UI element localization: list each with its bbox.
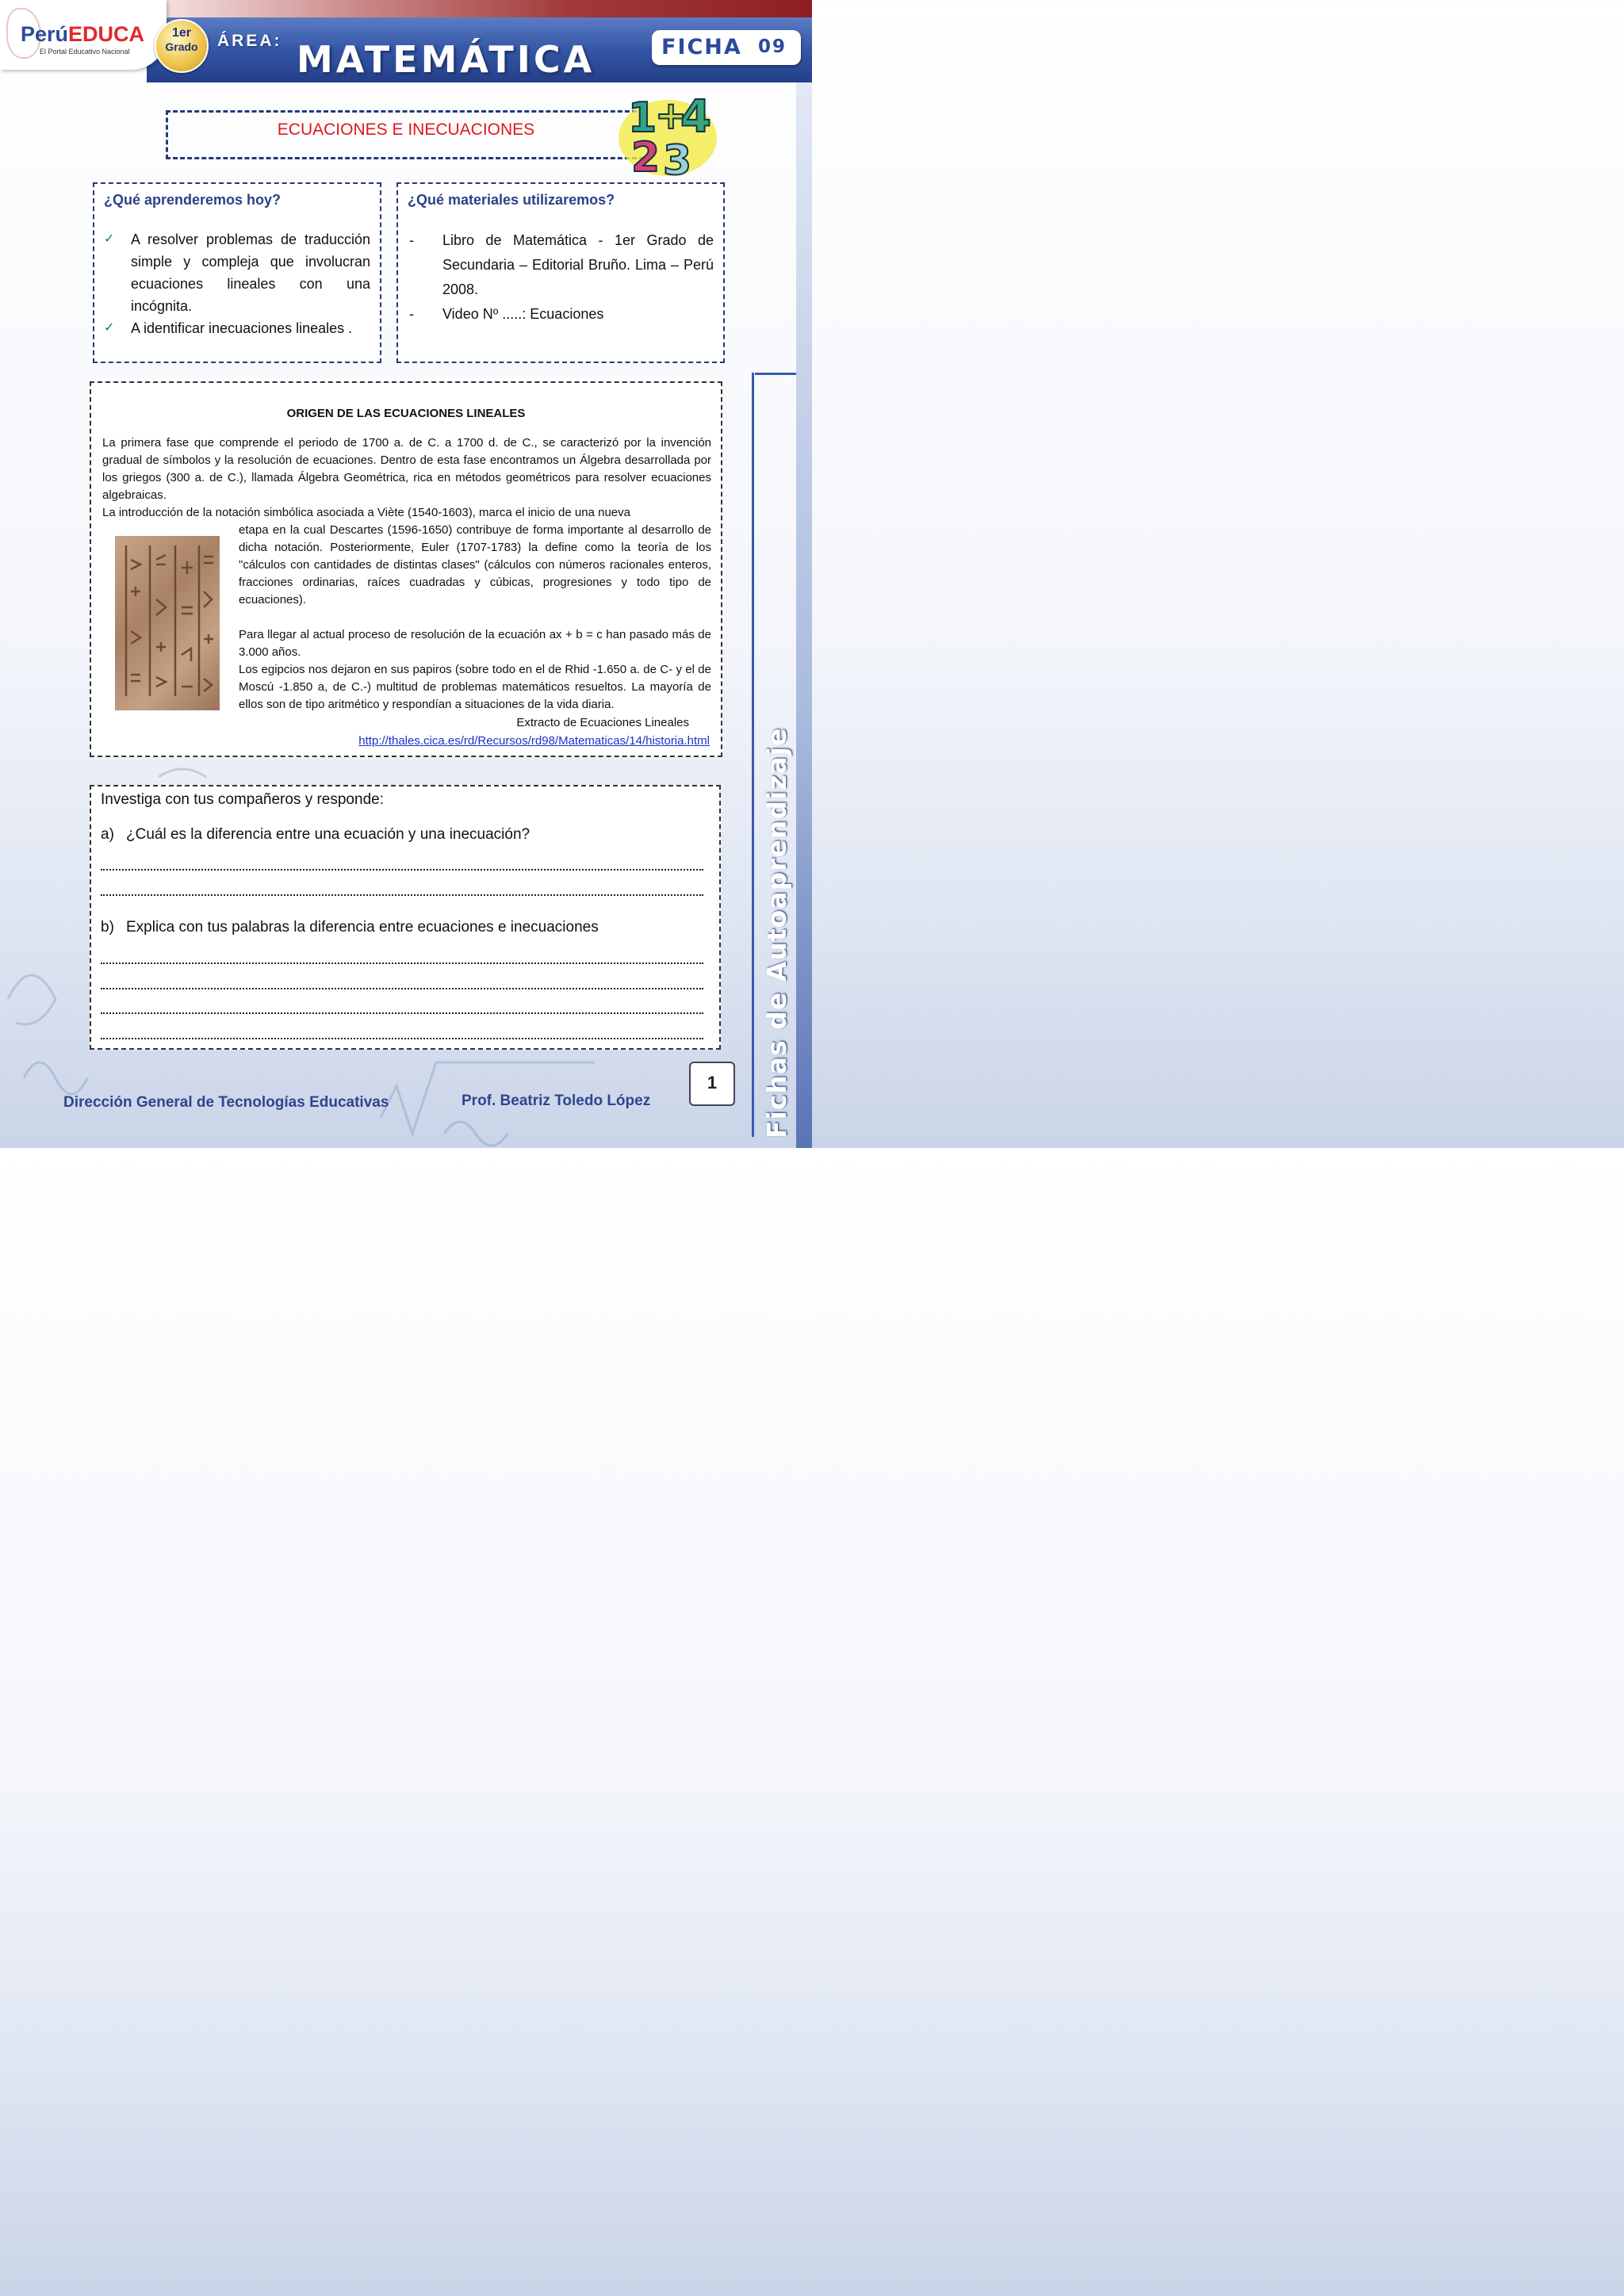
materials-list bbox=[408, 228, 714, 327]
ficha-label: FICHA bbox=[661, 35, 742, 59]
svg-text:4: 4 bbox=[680, 91, 711, 143]
list-item: - Libro de Matemática - 1er Grado de Secundaria – Editorial Bruño. Lima – Perú 2008. bbox=[408, 228, 714, 302]
questions-intro: Investiga con tus compañeros y responde: bbox=[101, 791, 384, 808]
learn-list bbox=[104, 228, 370, 339]
bullet-dash-icon: - bbox=[409, 232, 414, 248]
origin-title: ORIGEN DE LAS ECUACIONES LINEALES bbox=[286, 407, 526, 420]
side-title: Fichas de Autoaprendizaje bbox=[761, 727, 792, 1138]
learn-box bbox=[93, 182, 381, 363]
answer-line-a1[interactable] bbox=[101, 867, 703, 871]
grade-number: 1er bbox=[171, 26, 192, 40]
origin-paragraph-4: Los egipcios nos dejaron en sus papiros (sobre todo en el de Rhid -1.650 a. de C- y el de Moscú -1.850 a, de C.-) multitud de problemas matemáticos resueltos. La mayoría de ellos son de tipo aritmético y respondían a situaciones de la vida diaria. bbox=[239, 663, 711, 711]
checkmark-icon: ✓ bbox=[104, 321, 115, 335]
answer-line-b4[interactable] bbox=[101, 1036, 703, 1039]
questions-box bbox=[90, 785, 721, 1050]
ficha-badge bbox=[652, 30, 801, 65]
materials-box bbox=[396, 182, 725, 363]
origin-paragraph-2-lead: La introducción de la notación simbólica asociada a Viète (1540-1603), marca el inicio de una nueva bbox=[102, 506, 630, 519]
logo-wordmark: PerúEDUCA bbox=[21, 22, 145, 46]
title-box bbox=[166, 110, 644, 159]
bullet-dash-icon: - bbox=[409, 306, 414, 322]
question-a-label: a) bbox=[101, 826, 114, 843]
answer-line-b1[interactable] bbox=[101, 961, 703, 964]
question-a-text: ¿Cuál es la diferencia entre una ecuación y una inecuación? bbox=[126, 826, 530, 843]
question-a bbox=[101, 826, 530, 844]
origin-section bbox=[90, 381, 722, 757]
logo-tagline: El Portal Educativo Nacional bbox=[40, 48, 130, 55]
area-label: ÁREA: bbox=[217, 32, 282, 50]
question-b-text: Explica con tus palabras la diferencia entre ecuaciones e inecuaciones bbox=[126, 919, 599, 936]
grade-badge bbox=[155, 19, 209, 73]
source-link[interactable]: http://thales.cica.es/rd/Recursos/rd98/Matematicas/14/historia.html bbox=[358, 734, 710, 748]
question-b-label: b) bbox=[101, 919, 114, 936]
header-banner bbox=[0, 0, 812, 82]
answer-line-a2[interactable] bbox=[101, 893, 703, 896]
list-item: ✓ A identificar inecuaciones lineales . bbox=[104, 317, 370, 339]
numbers-clipart-icon bbox=[612, 82, 723, 181]
learn-heading: ¿Qué aprenderemos hoy? bbox=[104, 192, 282, 208]
origin-paragraph-3: Para llegar al actual proceso de resolución de la ecuación ax + b = c han pasado más de 3.000 años. bbox=[239, 628, 711, 659]
cuneiform-tablet-image bbox=[115, 536, 220, 710]
area-title: MATEMÁTICA bbox=[297, 38, 596, 81]
checkmark-icon: ✓ bbox=[104, 232, 115, 246]
footer-institution: Dirección General de Tecnologías Educativas bbox=[63, 1094, 389, 1111]
page-number: 1 bbox=[689, 1062, 735, 1106]
svg-text:3: 3 bbox=[663, 137, 692, 181]
ficha-number: 09 bbox=[758, 36, 787, 57]
grade-label: Grado bbox=[165, 40, 198, 53]
origin-paragraph-2-rest: etapa en la cual Descartes (1596-1650) contribuye de forma importante al desarrollo de dicha notación. Posteriormente, Euler (1707-1783) la define como la teoría de los "cálculos con cantidades de distintas clases" (cálculos con números racionales enteros, fracciones ordinarias, raíces cuadradas y cúbicas, progresiones y todo tipo de ecuaciones). bbox=[239, 523, 711, 607]
question-b bbox=[101, 919, 599, 936]
source-citation: Extracto de Ecuaciones Lineales bbox=[516, 716, 689, 729]
page-title: ECUACIONES E INECUACIONES bbox=[277, 121, 535, 139]
answer-line-b2[interactable] bbox=[101, 986, 703, 989]
svg-text:2: 2 bbox=[631, 134, 661, 181]
list-item: - Video Nº .....: Ecuaciones bbox=[408, 302, 714, 327]
svg-text:1: 1 bbox=[628, 94, 657, 142]
peru-educa-logo bbox=[0, 0, 167, 70]
svg-text:+: + bbox=[655, 94, 688, 138]
list-item: ✓ A resolver problemas de traducción simple y compleja que involucran ecuaciones lineales con una incógnita. bbox=[104, 228, 370, 317]
side-band bbox=[796, 82, 812, 1148]
origin-paragraph-1: La primera fase que comprende el periodo de 1700 a. de C. a 1700 d. de C., se caracterizó por la invención gradual de símbolos y la resolución de ecuaciones. Dentro de esta fase encontramos un Álgebra desarrollada por los griegos (300 a. de C.), llamada Álgebra Geométrica, rica en métodos geométricos para resolver ecuaciones algebraicas. bbox=[102, 436, 711, 502]
answer-line-b3[interactable] bbox=[101, 1011, 703, 1014]
footer-author: Prof. Beatriz Toledo López bbox=[462, 1093, 651, 1109]
materials-heading: ¿Qué materiales utilizaremos? bbox=[408, 192, 615, 208]
side-rule bbox=[752, 373, 754, 1137]
side-rule-top bbox=[755, 373, 796, 375]
